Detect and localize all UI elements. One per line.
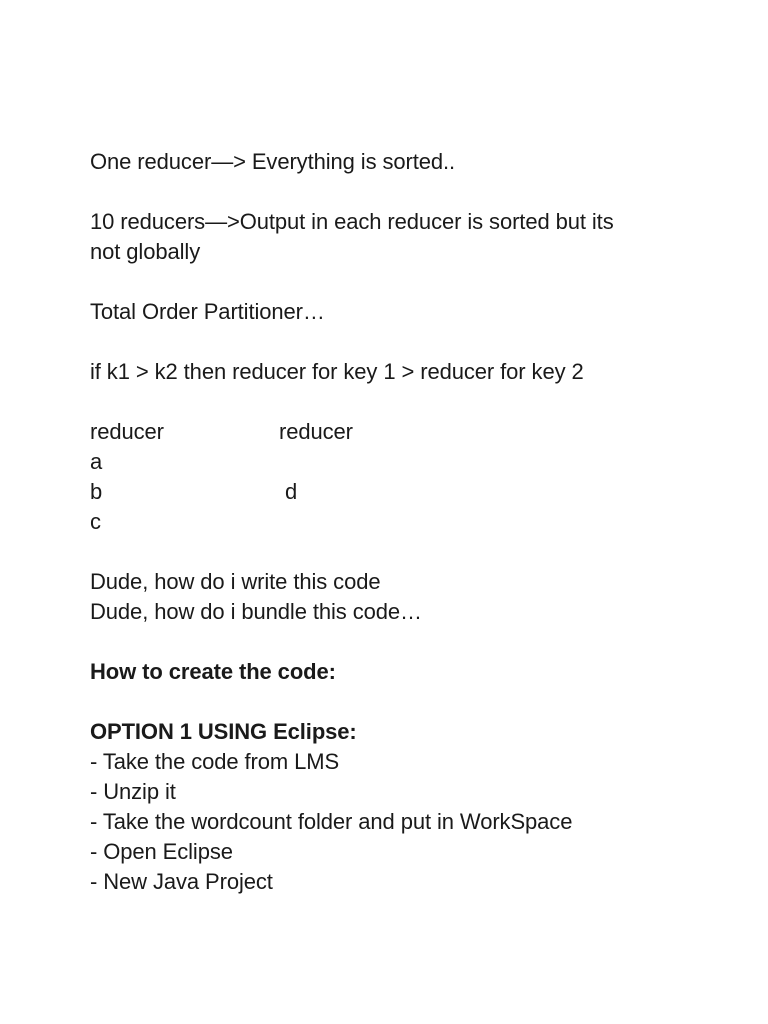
reducer-key-c: c bbox=[90, 509, 101, 534]
step-open-eclipse: - Open Eclipse bbox=[90, 839, 233, 864]
reducer-table-header-right: reducer bbox=[279, 419, 353, 444]
note-line-not-globally: not globally bbox=[90, 239, 201, 264]
reducer-key-b: b bbox=[90, 479, 103, 504]
step-take-code: - Take the code from LMS bbox=[90, 749, 340, 774]
note-line-one-reducer: One reducer—> Everything is sorted.. bbox=[90, 149, 456, 174]
reducer-table-header-left: reducer bbox=[90, 419, 164, 444]
step-wordcount-folder: - Take the wordcount folder and put in WorkSpace bbox=[90, 809, 573, 834]
reducer-key-d: d bbox=[285, 479, 298, 504]
note-line-ten-reducers: 10 reducers—>Output in each reducer is sorted but its bbox=[90, 209, 614, 234]
reducer-key-a: a bbox=[90, 449, 103, 474]
step-new-java-project: - New Java Project bbox=[90, 869, 273, 894]
heading-how-to-create: How to create the code: bbox=[90, 659, 336, 684]
question-bundle-code: Dude, how do i bundle this code… bbox=[90, 599, 422, 624]
note-line-key-comparison: if k1 > k2 then reducer for key 1 > reducer for key 2 bbox=[90, 359, 584, 384]
step-unzip: - Unzip it bbox=[90, 779, 176, 804]
question-write-code: Dude, how do i write this code bbox=[90, 569, 381, 594]
note-line-total-order-partitioner: Total Order Partitioner… bbox=[90, 299, 325, 324]
heading-option-eclipse: OPTION 1 USING Eclipse: bbox=[90, 719, 357, 744]
